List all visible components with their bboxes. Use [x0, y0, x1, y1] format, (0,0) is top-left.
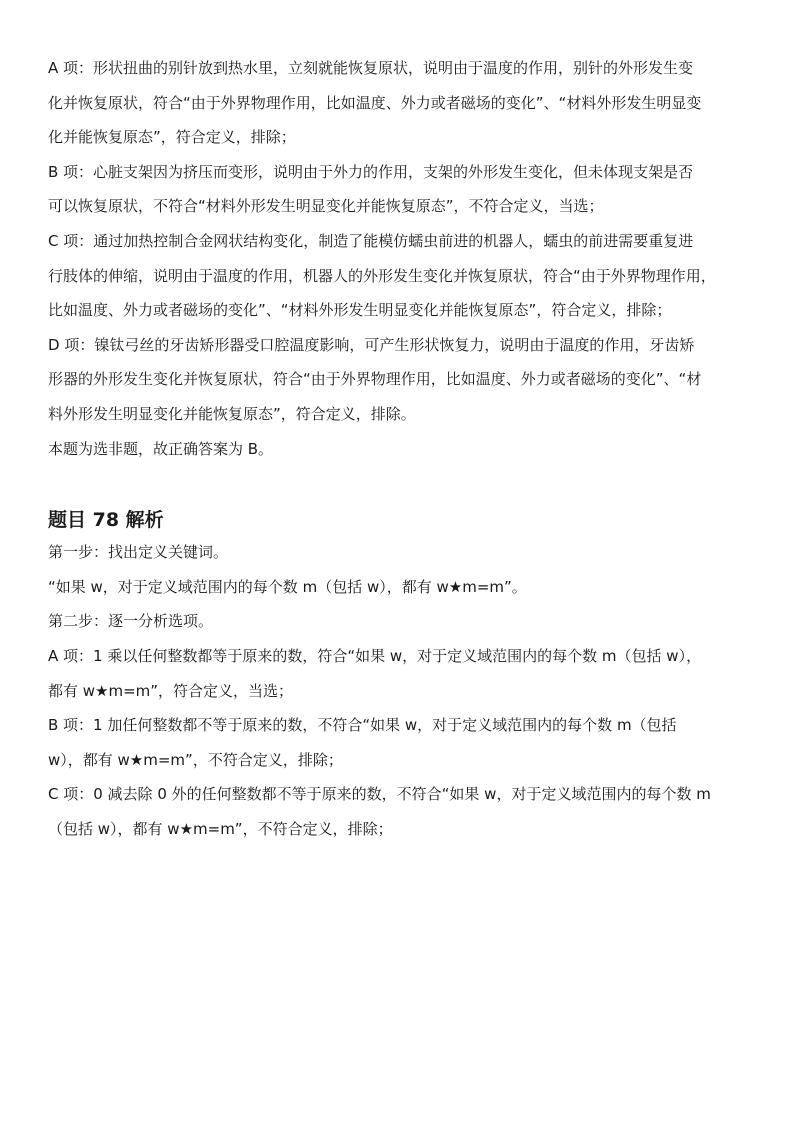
answer-line: 本题为选非题，故正确答案为 B。 — [48, 439, 274, 458]
document-page — [48, 58, 760, 853]
analysis-section-77 — [48, 58, 760, 460]
text-line: “如果 w，对于定义域范围内的每个数 m（包括 w），都有 w★m=m”。 — [48, 577, 527, 596]
text-line: （包括 w），都有 w★m=m”，不符合定义，排除； — [48, 819, 393, 838]
text-line: B 项：1 加任何整数都不等于原来的数，不符合“如果 w，对于定义域范围内的每个数 m（包括 — [48, 716, 677, 735]
text-line: 都有 w★m=m”，符合定义，当选； — [48, 681, 294, 700]
text-line: w），都有 w★m=m”，不符合定义，排除； — [48, 750, 343, 769]
text-line: 形器的外形发生变化并恢复原状，符合“由于外界物理作用，比如温度、外力或者磁场的变化”、“材 — [48, 370, 702, 389]
text-line: D 项：镍钛弓丝的牙齿矫形器受口腔温度影响，可产生形状恢复力，说明由于温度的作用，牙齿矫 — [48, 335, 695, 354]
text-line: A 项：形状扭曲的别针放到热水里，立刻就能恢复原状，说明由于温度的作用，别针的外形发生变 — [48, 59, 694, 77]
text-line: 可以恢复原状，不符合“材料外形发生明显变化并能恢复原态”，不符合定义，当选； — [48, 197, 604, 216]
section-heading: 题目 78 解析 — [48, 509, 164, 532]
text-line: C 项：0 减去除 0 外的任何整数都不等于原来的数，不符合“如果 w，对于定义域范围内的每个数 m — [48, 785, 711, 804]
text-line: 比如温度、外力或者磁场的变化”、“材料外形发生明显变化并能恢复原态”，符合定义，排除； — [48, 301, 672, 320]
text-line: B 项：心脏支架因为挤压而变形，说明由于外力的作用，支架的外形发生变化，但未体现支架是否 — [48, 162, 694, 181]
text-line: 化并能恢复原态”，符合定义，排除； — [48, 128, 296, 147]
analysis-section-78 — [48, 507, 760, 840]
text-line: C 项：通过加热控制合金网状结构变化，制造了能模仿蠕虫前进的机器人，蠕虫的前进需要重复进 — [48, 231, 694, 250]
text-line: A 项：1 乘以任何整数都等于原来的数，符合“如果 w，对于定义域范围内的每个数 m（包括 w）， — [48, 646, 702, 665]
text-line: 化并恢复原状，符合“由于外界物理作用，比如温度、外力或者磁场的变化”、“材料外形发生明显变 — [48, 93, 702, 112]
text-line: 料外形发生明显变化并能恢复原态”，符合定义，排除。 — [48, 404, 416, 423]
text-line: 第一步：找出定义关键词。 — [48, 543, 229, 562]
text-line: 行肢体的伸缩，说明由于温度的作用，机器人的外形发生变化并恢复原状，符合“由于外界物理作用， — [48, 266, 716, 285]
section-spacer — [48, 473, 760, 507]
text-line: 第二步：逐一分析选项。 — [48, 612, 214, 631]
